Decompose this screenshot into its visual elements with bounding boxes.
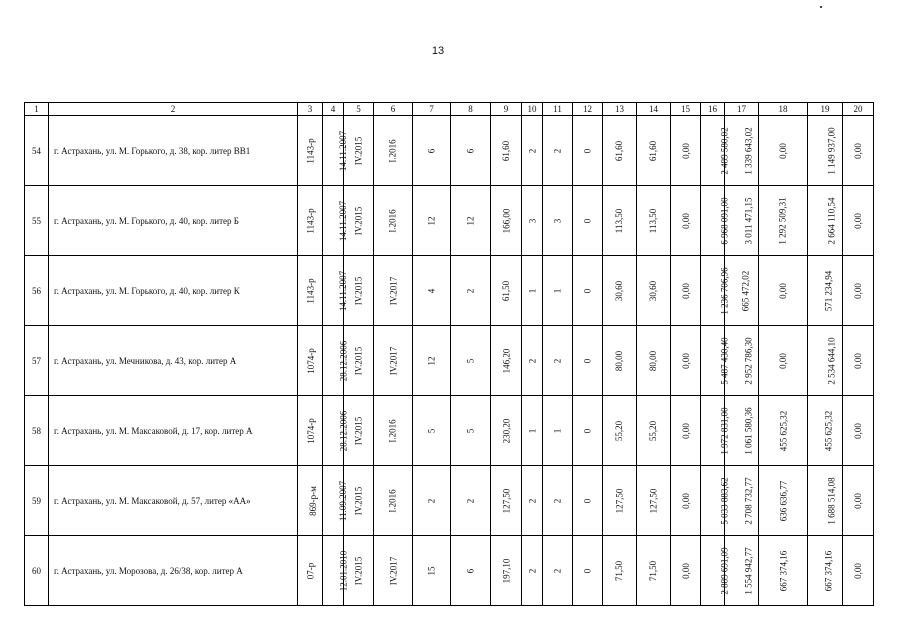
cell-text: 3 <box>552 218 563 223</box>
header-cell: 4 <box>323 103 344 116</box>
value-cell-c18 <box>759 116 808 186</box>
cell-text: 2 <box>527 568 537 573</box>
value-cell-c15 <box>671 536 701 606</box>
cell-text: 869-р-м <box>307 485 318 516</box>
cell-text: г. Астрахань, ул. М. Горького, д. 40, кор. литер К <box>54 285 240 296</box>
page-number: 13 <box>431 45 445 57</box>
cell-text: 56 <box>32 285 41 296</box>
cell-text: IV.2015 <box>353 556 364 585</box>
order-date-cell <box>323 396 349 466</box>
cell-text: 30,60 <box>614 280 625 301</box>
cell-text: 14.11.2007 <box>338 200 349 241</box>
value-cell-c19 <box>808 186 843 256</box>
cell-text: 5 487 430,40 <box>719 336 730 385</box>
value-cell-c11 <box>543 326 573 396</box>
cell-text: 61,60 <box>501 140 511 161</box>
cell-text: 0 <box>582 428 593 433</box>
row-number-cell <box>25 466 49 536</box>
cell-text: I.2016 <box>388 208 398 233</box>
cell-text: 0,00 <box>680 212 691 229</box>
cell-text: IV.2015 <box>353 346 364 375</box>
value-cell-c14 <box>637 466 671 536</box>
cell-text: 2 <box>527 498 537 503</box>
value-cell-c15 <box>671 326 701 396</box>
cell-text: 6 968 091,00 <box>719 196 730 245</box>
order-number-cell <box>298 116 323 186</box>
cell-text: 455 625,32 <box>778 410 788 451</box>
value-cell-c9 <box>491 186 522 256</box>
cell-text: 1 292 509,31 <box>778 196 788 245</box>
header-cell: 13 <box>603 103 637 116</box>
cell-text: 60 <box>32 565 41 576</box>
cell-text: 1 339 643,02 <box>743 126 754 175</box>
cell-text: 2 <box>552 358 563 363</box>
cell-text: 667 374,16 <box>778 550 788 591</box>
cell-text: 2 708 732,77 <box>743 476 754 525</box>
value-cell-c16 <box>701 536 730 606</box>
cell-text: 455 625,32 <box>823 410 834 451</box>
cell-text: 1 <box>552 428 563 433</box>
value-cell-c20 <box>843 466 874 536</box>
value-cell-c19 <box>808 326 843 396</box>
value-cell-c13 <box>603 396 637 466</box>
value-cell-c8 <box>451 396 491 466</box>
cell-text: 2 <box>552 498 563 503</box>
value-cell-c13 <box>603 326 637 396</box>
order-date-cell <box>323 186 349 256</box>
cell-text: IV.2015 <box>353 276 364 305</box>
cell-text: 0 <box>582 358 593 363</box>
address-cell <box>49 466 298 536</box>
value-cell-c20 <box>843 536 874 606</box>
value-cell-c7 <box>413 326 451 396</box>
value-cell-c9 <box>491 536 522 606</box>
cell-text: I.2016 <box>388 138 398 163</box>
cell-text: 6 <box>426 148 437 153</box>
end-period-cell <box>374 186 413 256</box>
end-period-cell <box>374 256 413 326</box>
value-cell-c8 <box>451 326 491 396</box>
cell-text: 2 489 580,02 <box>719 126 730 175</box>
cell-text: IV.2017 <box>388 346 398 375</box>
cell-text: 1 <box>552 288 563 293</box>
value-cell-c7 <box>413 256 451 326</box>
value-cell-c10 <box>522 256 543 326</box>
value-cell-c14 <box>637 186 671 256</box>
value-cell-c20 <box>843 256 874 326</box>
end-period-cell <box>374 536 413 606</box>
address-cell <box>49 116 298 186</box>
cell-text: I.2016 <box>388 418 398 443</box>
cell-text: 636 636,77 <box>778 480 788 521</box>
cell-text: 2 952 786,30 <box>743 336 754 385</box>
cell-text: 55,20 <box>648 420 659 441</box>
value-cell-c14 <box>637 536 671 606</box>
value-cell-c12 <box>573 116 603 186</box>
value-cell-c8 <box>451 116 491 186</box>
cell-text: 0,00 <box>778 142 788 159</box>
value-cell-c12 <box>573 326 603 396</box>
value-cell-c18 <box>759 466 808 536</box>
cell-text: 127,50 <box>614 488 625 513</box>
value-cell-c19 <box>808 116 843 186</box>
table-row <box>25 186 874 256</box>
cell-text: г. Астрахань, ул. М. Максаковой, д. 57, литер «АА» <box>54 495 251 506</box>
header-cell: 15 <box>671 103 701 116</box>
order-date-cell <box>323 116 349 186</box>
value-cell-c19 <box>808 256 843 326</box>
table-row <box>25 116 874 186</box>
cell-text: 0 <box>582 148 593 153</box>
header-cell: 19 <box>808 103 843 116</box>
value-cell-c14 <box>637 326 671 396</box>
cell-text: 1 972 831,00 <box>719 406 730 455</box>
end-period-cell <box>374 396 413 466</box>
value-cell-c19 <box>808 536 843 606</box>
row-number-cell <box>25 186 49 256</box>
cell-text: 0,00 <box>778 352 788 369</box>
cell-text: 0,00 <box>778 282 788 299</box>
value-cell-c7 <box>413 116 451 186</box>
order-number-cell <box>298 186 323 256</box>
cell-text: 2 <box>426 498 437 503</box>
cell-text: 80,00 <box>614 350 625 371</box>
order-date-cell <box>323 466 349 536</box>
value-cell-c13 <box>603 116 637 186</box>
header-cell: 12 <box>573 103 603 116</box>
value-cell-c19 <box>808 466 843 536</box>
value-cell-c16 <box>701 326 730 396</box>
cell-text: IV.2017 <box>388 276 398 305</box>
cell-text: I.2016 <box>388 488 398 513</box>
cell-text: 12.01.2010 <box>338 550 349 591</box>
value-cell-c11 <box>543 256 573 326</box>
cell-text: 0,00 <box>853 492 863 509</box>
header-cell: 9 <box>491 103 522 116</box>
cell-text: г. Астрахань, ул. М. Горького, д. 38, кор. литер ВВ1 <box>54 145 251 156</box>
header-cell: 8 <box>451 103 491 116</box>
header-cell: 20 <box>843 103 874 116</box>
cell-text: 127,50 <box>648 488 659 513</box>
table-row <box>25 536 874 606</box>
header-cell: 14 <box>637 103 671 116</box>
cell-text: 1074-р <box>305 347 316 374</box>
cell-text: IV.2015 <box>353 486 364 515</box>
value-cell-c16 <box>701 186 730 256</box>
cell-text: 2 <box>465 288 476 293</box>
value-cell-c14 <box>637 396 671 466</box>
value-cell-c16 <box>701 256 730 326</box>
order-number-cell <box>298 396 323 466</box>
cell-text: 6 <box>465 148 476 153</box>
cell-text: 5 <box>465 358 476 363</box>
value-cell-c9 <box>491 466 522 536</box>
value-cell-c12 <box>573 256 603 326</box>
value-cell-c20 <box>843 326 874 396</box>
value-cell-c12 <box>573 396 603 466</box>
header-cell: 1 <box>25 103 49 116</box>
value-cell-c20 <box>843 116 874 186</box>
cell-text: г. Астрахань, ул. Морозова, д. 26/38, кор. литер А <box>54 565 243 576</box>
cell-text: 12 <box>465 216 476 225</box>
end-period-cell <box>374 116 413 186</box>
cell-text: 58 <box>32 425 41 436</box>
cell-text: 80,00 <box>648 350 659 371</box>
value-cell-c8 <box>451 256 491 326</box>
value-cell-c12 <box>573 536 603 606</box>
cell-text: 28.12.2006 <box>338 410 349 451</box>
order-number-cell <box>298 536 323 606</box>
header-cell: 6 <box>374 103 413 116</box>
cell-text: 1143-р <box>305 207 316 234</box>
value-cell-c11 <box>543 116 573 186</box>
cell-text: 1 061 580,36 <box>743 406 754 455</box>
value-cell-c10 <box>522 326 543 396</box>
order-number-cell <box>298 326 323 396</box>
cell-text: 4 <box>426 288 437 293</box>
value-cell-c18 <box>759 256 808 326</box>
cell-text: 0,00 <box>680 142 691 159</box>
value-cell-c10 <box>522 466 543 536</box>
value-cell-c12 <box>573 186 603 256</box>
value-cell-c7 <box>413 396 451 466</box>
order-number-cell <box>298 466 323 536</box>
table-row <box>25 256 874 326</box>
cell-text: IV.2015 <box>353 416 364 445</box>
cell-text: 5 033 883,62 <box>719 476 730 525</box>
order-date-cell <box>323 536 349 606</box>
address-cell <box>49 396 298 466</box>
address-cell <box>49 256 298 326</box>
data-table <box>24 102 874 606</box>
value-cell-c16 <box>701 466 730 536</box>
header-row <box>25 103 874 116</box>
value-cell-c18 <box>759 326 808 396</box>
cell-text: 28.12.2006 <box>338 340 349 381</box>
cell-text: 1 236 706,96 <box>719 266 730 315</box>
value-cell-c7 <box>413 536 451 606</box>
table-row <box>25 396 874 466</box>
cell-text: 14.11.2007 <box>338 270 349 311</box>
end-period-cell <box>374 466 413 536</box>
row-number-cell <box>25 256 49 326</box>
cell-text: 71,50 <box>648 560 659 581</box>
cell-text: 5 <box>426 428 437 433</box>
value-cell-c13 <box>603 256 637 326</box>
value-cell-c19 <box>808 396 843 466</box>
cell-text: 30,60 <box>648 280 659 301</box>
cell-text: 2 534 644,10 <box>826 336 837 385</box>
cell-text: 2 <box>552 148 563 153</box>
value-cell-c15 <box>671 186 701 256</box>
cell-text: 61,60 <box>614 140 625 161</box>
cell-text: 0,00 <box>853 352 863 369</box>
cell-text: 0,00 <box>680 282 691 299</box>
cell-text: 1 149 937,00 <box>826 126 837 175</box>
header-cell: 16 <box>701 103 725 116</box>
cell-text: 1 688 514,08 <box>826 476 837 525</box>
cell-text: 59 <box>32 495 41 506</box>
value-cell-c11 <box>543 186 573 256</box>
value-cell-c10 <box>522 186 543 256</box>
cell-text: 0 <box>582 498 593 503</box>
value-cell-c11 <box>543 396 573 466</box>
scan-speck <box>820 6 822 8</box>
value-cell-c10 <box>522 396 543 466</box>
cell-text: 07-р <box>305 562 315 579</box>
cell-text: 2 <box>552 568 563 573</box>
value-cell-c18 <box>759 536 808 606</box>
cell-text: 1 554 942,77 <box>743 546 754 595</box>
cell-text: 0,00 <box>680 562 691 579</box>
address-cell <box>49 326 298 396</box>
value-cell-c10 <box>522 536 543 606</box>
value-cell-c9 <box>491 326 522 396</box>
value-cell-c18 <box>759 396 808 466</box>
value-cell-c8 <box>451 466 491 536</box>
value-cell-c11 <box>543 466 573 536</box>
value-cell-c15 <box>671 466 701 536</box>
order-date-cell <box>323 256 349 326</box>
order-number-cell <box>298 256 323 326</box>
value-cell-c18 <box>759 186 808 256</box>
value-cell-c14 <box>637 116 671 186</box>
cell-text: 55 <box>32 215 41 226</box>
value-cell-c16 <box>701 116 730 186</box>
cell-text: 0,00 <box>853 562 863 579</box>
cell-text: 2 889 691,09 <box>719 546 730 595</box>
cell-text: г. Астрахань, ул. Мечникова, д. 43, кор. литер А <box>54 355 237 366</box>
value-cell-c9 <box>491 116 522 186</box>
cell-text: 2 <box>465 498 476 503</box>
cell-text: 113,50 <box>614 208 625 233</box>
cell-text: 0,00 <box>853 142 863 159</box>
cell-text: 61,50 <box>501 280 511 301</box>
cell-text: IV.2015 <box>353 136 364 165</box>
cell-text: 3 <box>527 218 537 223</box>
value-cell-c15 <box>671 396 701 466</box>
cell-text: 0,00 <box>853 422 863 439</box>
cell-text: 0 <box>582 218 593 223</box>
header-cell: 5 <box>344 103 374 116</box>
address-cell <box>49 536 298 606</box>
value-cell-c15 <box>671 256 701 326</box>
header-cell: 2 <box>49 103 298 116</box>
cell-text: 0 <box>582 568 593 573</box>
value-cell-c9 <box>491 256 522 326</box>
cell-text: 0 <box>582 288 593 293</box>
cell-text: 61,60 <box>648 140 659 161</box>
value-cell-c8 <box>451 186 491 256</box>
value-cell-c20 <box>843 186 874 256</box>
cell-text: 0,00 <box>853 282 863 299</box>
cell-text: 1 <box>527 288 537 293</box>
cell-text: 15 <box>426 566 437 575</box>
cell-text: 1143-р <box>305 277 316 304</box>
header-cell: 11 <box>543 103 573 116</box>
cell-text: 6 <box>465 568 476 573</box>
value-cell-c11 <box>543 536 573 606</box>
table-row <box>25 326 874 396</box>
value-cell-c15 <box>671 116 701 186</box>
cell-text: 55,20 <box>614 420 625 441</box>
value-cell-c10 <box>522 116 543 186</box>
value-cell-c16 <box>701 396 730 466</box>
address-cell <box>49 186 298 256</box>
cell-text: 571 234,94 <box>823 270 834 311</box>
value-cell-c13 <box>603 186 637 256</box>
cell-text: 127,50 <box>501 488 511 513</box>
header-cell: 3 <box>298 103 323 116</box>
cell-text: 665 472,02 <box>740 270 751 311</box>
cell-text: 57 <box>32 355 41 366</box>
cell-text: 166,00 <box>501 208 511 233</box>
cell-text: 14.11.2007 <box>338 130 349 171</box>
value-cell-c9 <box>491 396 522 466</box>
value-cell-c7 <box>413 466 451 536</box>
cell-text: г. Астрахань, ул. М. Максаковой, д. 17, кор. литер А <box>54 425 253 436</box>
cell-text: 667 374,16 <box>823 550 834 591</box>
row-number-cell <box>25 396 49 466</box>
cell-text: 197,10 <box>501 558 511 583</box>
cell-text: 1143-р <box>305 137 316 164</box>
cell-text: 2 <box>527 358 537 363</box>
row-number-cell <box>25 116 49 186</box>
table-row <box>25 466 874 536</box>
cell-text: IV.2017 <box>388 556 398 585</box>
order-date-cell <box>323 326 349 396</box>
cell-text: 5 <box>465 428 476 433</box>
header-cell: 10 <box>522 103 543 116</box>
cell-text: 1 <box>527 428 537 433</box>
cell-text: 3 011 471,15 <box>743 197 754 244</box>
cell-text: 2 664 110,54 <box>826 197 837 244</box>
header-cell: 7 <box>413 103 451 116</box>
row-number-cell <box>25 536 49 606</box>
cell-text: IV.2015 <box>353 206 364 235</box>
value-cell-c12 <box>573 466 603 536</box>
value-cell-c14 <box>637 256 671 326</box>
header-cell: 17 <box>725 103 759 116</box>
cell-text: г. Астрахань, ул. М. Горького, д. 40, кор. литер Б <box>54 215 239 226</box>
cell-text: 0,00 <box>853 212 863 229</box>
cell-text: 11.09.2007 <box>338 480 349 521</box>
cell-text: 113,50 <box>648 208 659 233</box>
cell-text: 54 <box>32 145 41 156</box>
cell-text: 12 <box>426 216 437 225</box>
value-cell-c8 <box>451 536 491 606</box>
row-number-cell <box>25 326 49 396</box>
cell-text: 12 <box>426 356 437 365</box>
value-cell-c13 <box>603 536 637 606</box>
value-cell-c7 <box>413 186 451 256</box>
cell-text: 2 <box>527 148 537 153</box>
cell-text: 0,00 <box>680 492 691 509</box>
value-cell-c20 <box>843 396 874 466</box>
cell-text: 71,50 <box>614 560 625 581</box>
cell-text: 0,00 <box>680 352 691 369</box>
cell-text: 1074-р <box>305 417 316 444</box>
end-period-cell <box>374 326 413 396</box>
cell-text: 0,00 <box>680 422 691 439</box>
header-cell: 18 <box>759 103 808 116</box>
cell-text: 146,20 <box>501 348 511 373</box>
cell-text: 230,20 <box>501 418 511 443</box>
value-cell-c13 <box>603 466 637 536</box>
